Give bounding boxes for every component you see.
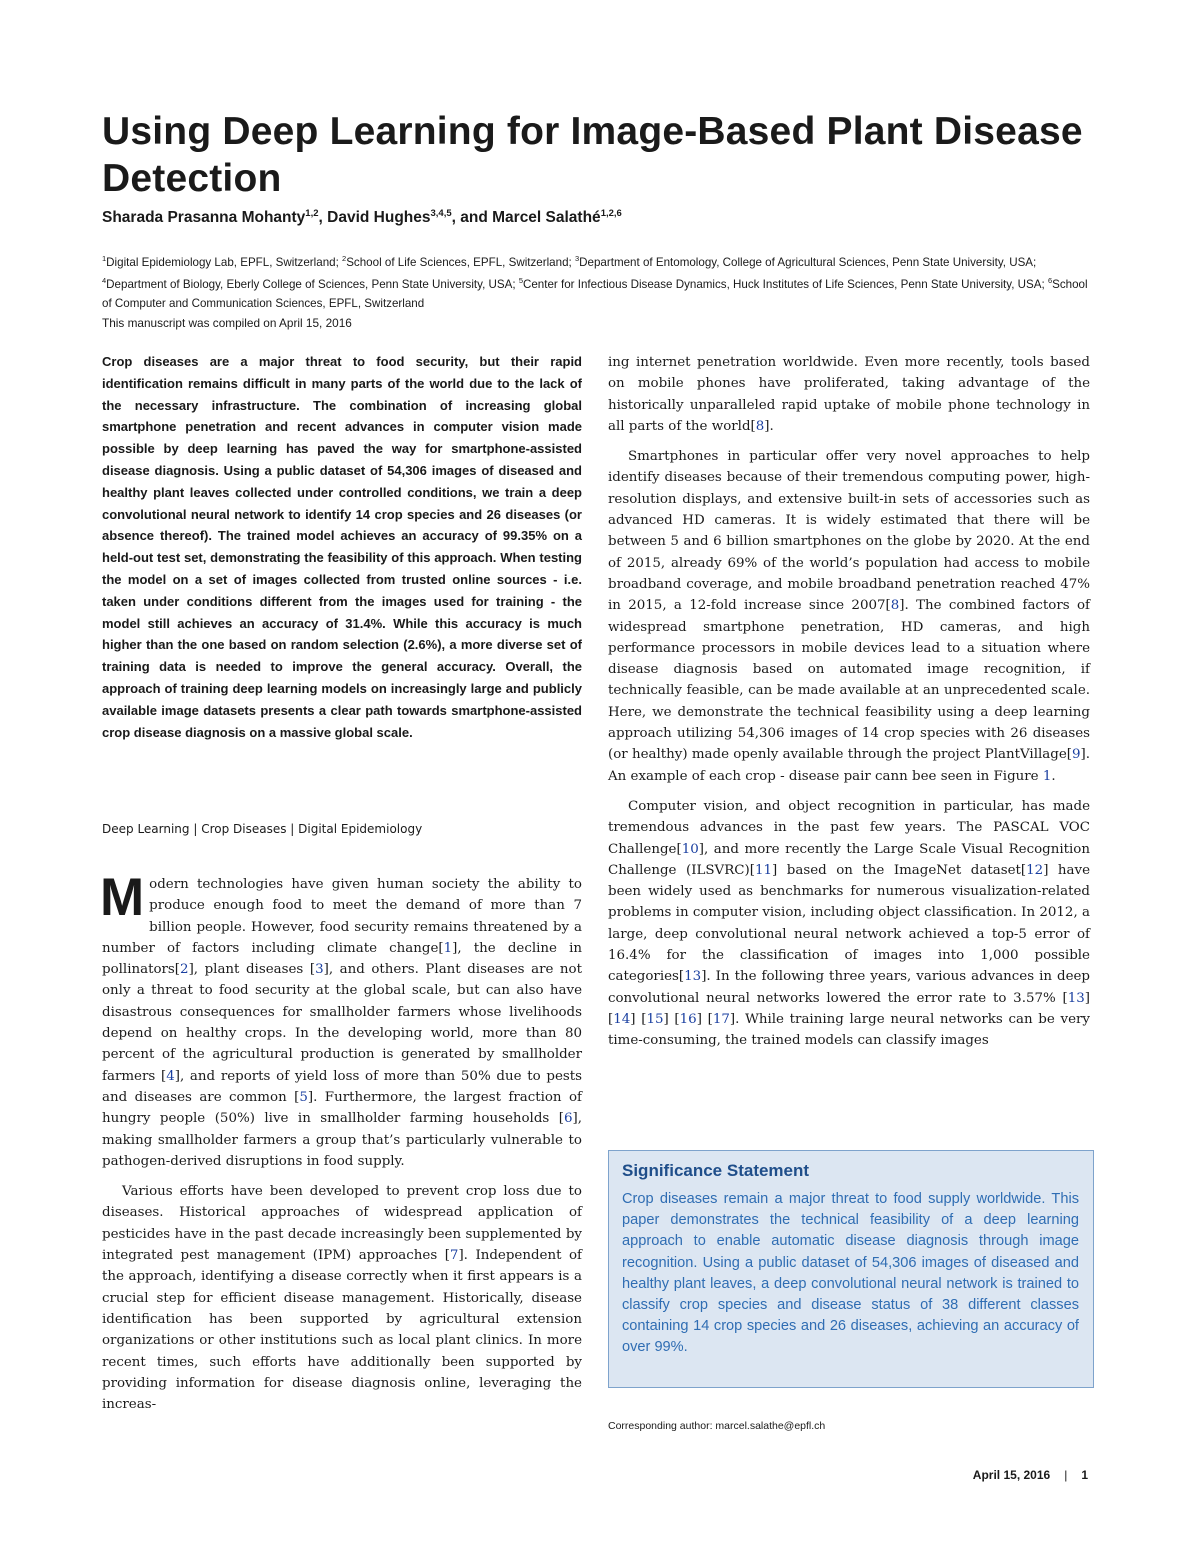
author-name: Marcel Salathé — [492, 209, 601, 227]
compiled-note: This manuscript was compiled on April 15, 2016 — [102, 316, 352, 330]
paragraph-text: ]. Independent of the approach, identifying a disease correctly when it first appears is a crucial step for efficient disease management. Historically, disease identification has been supported by agricultural extension organizations or other institutions such as local plant clinics. In more recent times, such efforts have additionally been supported by providing information for disease diagnosis online, leveraging the increas- — [102, 1248, 582, 1413]
author-list — [102, 208, 1102, 227]
paragraph-text: ]. In the following three years, various advances in deep convolutional neural networks lowered the error rate to 3.57% [ — [608, 969, 1090, 1006]
citation-link[interactable]: 10 — [681, 841, 699, 857]
citation-link[interactable]: 8 — [890, 598, 900, 614]
paragraph-text: ]. While training large neural networks can be very time-consuming, the trained models can classify images — [608, 1011, 1090, 1049]
citation-link[interactable]: 5 — [299, 1089, 308, 1105]
affiliation-number: 6 — [1047, 276, 1053, 286]
affiliations — [102, 250, 1097, 313]
paragraph-text: ], and reports of yield loss of more than 50% due to pests and diseases are common [ — [102, 1068, 583, 1105]
author-affiliation-marks: 3,4,5 — [430, 208, 452, 219]
citation-link[interactable]: 4 — [166, 1068, 175, 1084]
footer-separator: | — [1064, 1468, 1068, 1482]
affiliation-number: 4 — [102, 276, 107, 286]
affiliation-number: 3 — [574, 254, 580, 263]
paragraph-text: Smartphones in particular offer very novel approaches to help identify diseases because of their tremendous computing power, high-resolution displays, and extensive built-in sets of accessories such as advanced HD cameras. It is widely estimated that there will be between 5 and 6 billion smartphones on the globe by 2020. At the end of 2015, already 69% of the world’s population had access to mobile broadband coverage, and mobile broadband penetration reached 47% in 2015, a 12-fold increase since 2007[ — [608, 449, 1090, 614]
author-name: David Hughes — [327, 209, 431, 227]
affiliation-number: 5 — [518, 276, 523, 286]
affiliation-number: 2 — [342, 254, 347, 263]
significance-statement-box — [608, 1150, 1094, 1388]
paragraph-text: . — [1051, 768, 1056, 784]
paragraph-text: ]. An example of each crop - disease pair cann bee seen in Figure — [608, 747, 1090, 784]
abstract: Crop diseases are a major threat to food security, but their rapid identification remains difficult in many parts of the world due to the lack of the necessary infrastructure. The combination of increasing global smartphone penetration and recent advances in computer vision made possible by deep learning has paved the way for smartphone-assisted disease diagnosis. Using a public dataset of 54,306 images of diseased and healthy plant leaves collected under controlled conditions, we train a deep convolutional neural network to identify 14 crop species and 26 diseases (or absence thereof). The trained model achieves an accuracy of 99.35% on a held-out test set, demonstrating the feasibility of this approach. When testing the model on a set of images collected from trusted online sources - i.e. taken under conditions different from the images used for training - the model still achieves an accuracy of 31.4%. While this accuracy is much higher than the one based on random selection (2.6%), a more diverse set of training data is needed to improve the general accuracy. Overall, the approach of training deep learning models on increasingly large and publicly available image datasets presents a clear path towards smartphone-assisted crop disease diagnosis on a massive global scale. — [102, 354, 582, 740]
paragraph-text: ] [ — [663, 1011, 680, 1027]
affiliation-text: School of Life Sciences, EPFL, Switzerland; — [346, 255, 575, 269]
body-paragraph — [608, 352, 1090, 437]
body-right-column — [608, 352, 1090, 1052]
page-number: 1 — [1081, 1468, 1088, 1482]
citation-link[interactable]: 2 — [180, 962, 189, 978]
significance-body: Crop diseases remain a major threat to food supply worldwide. This paper demonstrates the technical feasibility of a deep learning approach to enable automatic disease diagnosis through image recognition. Using a public dataset of 54,306 images of diseased and healthy plant leaves, a deep convolutional neural network is trained to classify crop species and disease status of 38 different classes containing 14 crop species and 26 diseases, achieving an accuracy of over 99%. — [622, 1191, 1079, 1356]
citation-link[interactable]: 11 — [755, 862, 773, 878]
body-paragraph — [102, 1181, 582, 1415]
paragraph-text: ] have been widely used as benchmarks for numerous visualization-related problems in computer vision, including object classification. In 2012, a large, deep convolutional neural network achieved a top-5 error of 16.4% for the classification of images into 1,000 possible categories[ — [608, 862, 1091, 985]
body-paragraph — [100, 868, 583, 1172]
citation-link[interactable]: 17 — [712, 1011, 730, 1027]
keywords: Deep Learning | Crop Diseases | Digital Epidemiology — [102, 822, 423, 836]
citation-link[interactable]: 3 — [315, 962, 324, 978]
affiliation-text: Department of Biology, Eberly College of Sciences, Penn State University, USA; — [106, 278, 519, 292]
body-paragraph — [608, 796, 1090, 1052]
author-separator: , and — [451, 209, 493, 227]
citation-link[interactable]: 14 — [613, 1011, 631, 1027]
citation-link[interactable]: 1 — [1042, 768, 1052, 784]
paragraph-text: ], and more recently the Large Scale Visual Recognition Challenge (ILSVRC)[ — [608, 841, 1090, 878]
paper-title: Using Deep Learning for Image-Based Plant Disease Detection — [102, 110, 1083, 200]
footer-date: April 15, 2016 — [972, 1468, 1051, 1482]
affiliation-text: Digital Epidemiology Lab, EPFL, Switzerland; — [106, 255, 343, 269]
paragraph-text: ing internet penetration worldwide. Even more recently, tools based on mobile phones have proliferated, taking advantage of the historically unparalleled rapid uptake of mobile phone technology in all parts of the world[ — [608, 355, 1090, 434]
citation-link[interactable]: 9 — [1071, 747, 1081, 763]
citation-link[interactable]: 13 — [1067, 990, 1085, 1006]
citation-link[interactable]: 1 — [443, 940, 453, 956]
citation-link[interactable]: 8 — [755, 418, 765, 434]
paragraph-text: Computer vision, and object recognition in particular, has made tremendous advances in the past few years. The PASCAL VOC Challenge[ — [608, 798, 1090, 857]
paragraph-text: ], the decline in pollinators[ — [102, 940, 582, 978]
author-separator: , — [318, 209, 328, 227]
paragraph-text: ] [ — [630, 1011, 647, 1027]
body-left-column — [100, 868, 583, 1415]
paragraph-text: ]. Furthermore, the largest fraction of hungry people (50%) live in smallholder farming households [ — [102, 1089, 582, 1127]
significance-heading: Significance Statement — [622, 1161, 810, 1180]
citation-link[interactable]: 12 — [1026, 862, 1044, 878]
citation-link[interactable]: 15 — [646, 1011, 664, 1027]
affiliation-text: School of Computer and Communication Sciences, EPFL, Switzerland — [102, 278, 1088, 310]
citation-link[interactable]: 16 — [679, 1011, 697, 1027]
paragraph-text: ], plant diseases [ — [188, 962, 316, 978]
affiliation-text: Department of Entomology, College of Agricultural Sciences, Penn State University, USA; — [579, 255, 1037, 269]
affiliation-text: Center for Infectious Disease Dynamics, Huck Institutes of Life Sciences, Penn State University, USA; — [522, 278, 1048, 292]
author-affiliation-marks: 1,2,6 — [600, 208, 622, 219]
citation-link[interactable]: 13 — [684, 969, 702, 985]
citation-link[interactable]: 7 — [449, 1248, 459, 1264]
paragraph-text: ]. — [764, 418, 774, 434]
page-footer — [973, 1468, 1088, 1482]
author-name: Sharada Prasanna Mohanty — [102, 209, 306, 227]
paragraph-text: ]. The combined factors of widespread smartphone penetration, HD cameras, and high performance processors in mobile devices lead to a situation where disease diagnosis based on automated image recognition, if technically feasible, can be made available at an unprecedented scale. Here, we demonstrate the technical feasibility using a deep learning approach utilizing 54,306 images of 14 crop species with 26 diseases (or healthy) made openly available through the project PlantVillage[ — [608, 598, 1090, 763]
citation-link[interactable]: 6 — [563, 1111, 573, 1127]
affiliation-number: 1 — [102, 254, 107, 263]
paragraph-text: ], and others. Plant diseases are not only a threat to food security at the global scale, but can also have disastrous consequences for smallholder farmers whose livelihoods depend on healthy crops. In the developing world, more than 80 percent of the agricultural production is generated by smallholder farmers [ — [102, 962, 583, 1084]
paragraph-text: ], making smallholder farmers a group that’s particularly vulnerable to pathogen-derived disruptions in food supply. — [102, 1111, 582, 1169]
drop-cap: M — [100, 868, 145, 927]
paragraph-text: ] based on the ImageNet dataset[ — [772, 862, 1027, 878]
paragraph-text: ] [ — [608, 990, 1090, 1027]
paragraph-text: ] [ — [696, 1011, 713, 1027]
paragraph-text: odern technologies have given human society the ability to produce enough food to meet the demand of more than 7 billion people. However, food security remains threatened by a number of factors including climate change[ — [102, 877, 582, 956]
corresponding-author: Corresponding author: marcel.salathe@epfl.ch — [608, 1420, 826, 1432]
body-paragraph — [608, 446, 1090, 787]
author-affiliation-marks: 1,2 — [305, 208, 319, 219]
paragraph-text: Various efforts have been developed to prevent crop loss due to diseases. Historical approaches of widespread application of pesticides have in the past decade increasingly been supplemented by integrated pest management (IPM) approaches [ — [102, 1184, 582, 1264]
